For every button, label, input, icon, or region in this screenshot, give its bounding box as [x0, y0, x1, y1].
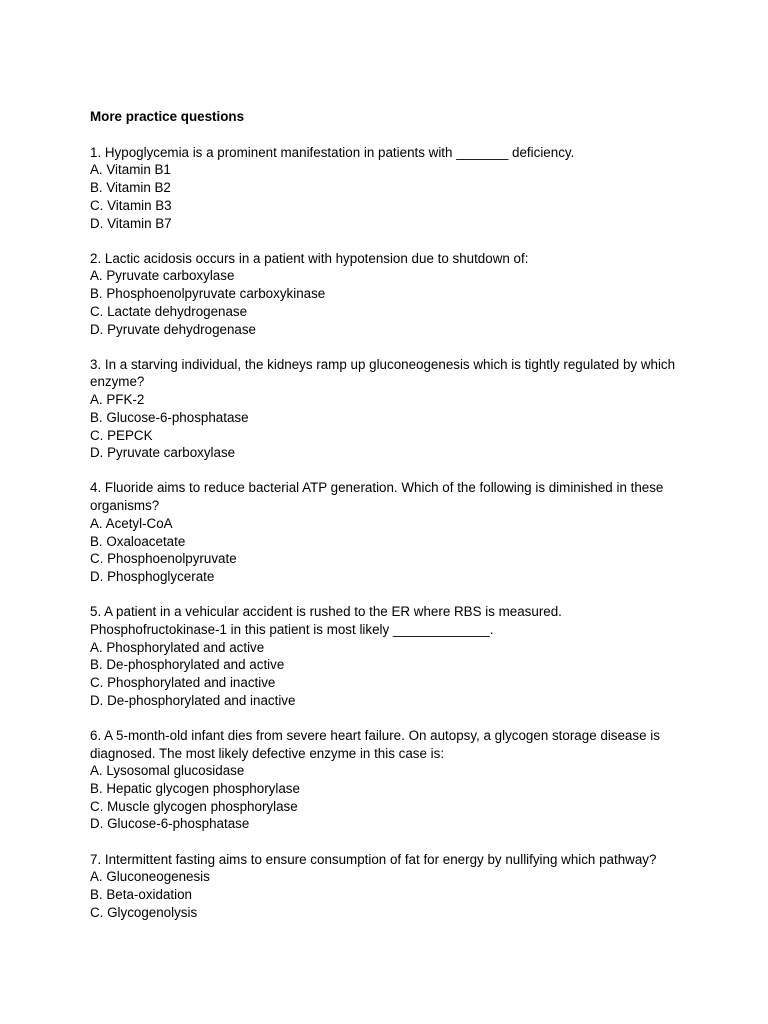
answer-option: B. Phosphoenolpyruvate carboxykinase	[90, 286, 326, 302]
answer-option: C. Phosphoenolpyruvate	[90, 551, 237, 567]
answer-option: C. Vitamin B3	[90, 197, 172, 213]
question-block	[90, 144, 690, 233]
answer-option: A. Phosphorylated and active	[90, 639, 265, 655]
question-text: 2. Lactic acidosis occurs in a patient with hypotension due to shutdown of:	[90, 250, 529, 266]
question-text: 1. Hypoglycemia is a prominent manifestation in patients with _______ deficiency.	[90, 144, 575, 160]
answer-option: B. Vitamin B2	[90, 180, 171, 196]
question-text: 7. Intermittent fasting aims to ensure consumption of fat for energy by nullifying which pathway?	[90, 851, 657, 867]
answer-option: A. PFK-2	[90, 392, 145, 408]
question-text: 5. A patient in a vehicular accident is rushed to the ER where RBS is measured. Phosphofructokinase-1 in this patient is most likely _____________.	[90, 604, 562, 637]
question-block	[90, 356, 690, 462]
answer-option: B. Oxaloacetate	[90, 533, 186, 549]
answer-option: D. Vitamin B7	[90, 215, 172, 231]
answer-option: D. De-phosphorylated and inactive	[90, 692, 296, 708]
question-block	[90, 250, 690, 339]
answer-option: C. Muscle glycogen phosphorylase	[90, 798, 298, 814]
answer-option: D. Phosphoglycerate	[90, 568, 215, 584]
answer-option: D. Pyruvate carboxylase	[90, 445, 236, 461]
question-text: 3. In a starving individual, the kidneys ramp up gluconeogenesis which is tightly regulated by which enzyme?	[90, 356, 676, 390]
answer-option: C. Phosphorylated and inactive	[90, 674, 276, 690]
answer-option: B. Beta-oxidation	[90, 887, 192, 903]
answer-option: B. Glucose-6-phosphatase	[90, 409, 249, 425]
document-page	[90, 108, 690, 939]
question-block	[90, 851, 690, 922]
answer-option: C. Glycogenolysis	[90, 904, 198, 920]
answer-option: A. Lysosomal glucosidase	[90, 763, 245, 779]
question-block	[90, 479, 690, 585]
document-title: More practice questions	[90, 109, 245, 124]
answer-option: D. Pyruvate dehydrogenase	[90, 321, 256, 337]
answer-option: A. Pyruvate carboxylase	[90, 268, 235, 284]
answer-option: D. Glucose-6-phosphatase	[90, 816, 250, 832]
answer-option: A. Acetyl-CoA	[90, 515, 173, 531]
answer-option: A. Gluconeogenesis	[90, 869, 210, 885]
question-text: 4. Fluoride aims to reduce bacterial ATP generation. Which of the following is diminished in these organisms?	[90, 480, 664, 514]
answer-option: B. De-phosphorylated and active	[90, 657, 285, 673]
answer-option: A. Vitamin B1	[90, 162, 171, 178]
answer-option: C. PEPCK	[90, 427, 153, 443]
answer-option: B. Hepatic glycogen phosphorylase	[90, 781, 300, 796]
question-block	[90, 603, 690, 709]
question-list	[90, 144, 690, 922]
question-block	[90, 727, 690, 833]
answer-option: C. Lactate dehydrogenase	[90, 303, 248, 319]
question-text: 6. A 5-month-old infant dies from severe heart failure. On autopsy, a glycogen storage disease is diagnosed. The most likely defective enzyme in this case is:	[90, 727, 660, 761]
